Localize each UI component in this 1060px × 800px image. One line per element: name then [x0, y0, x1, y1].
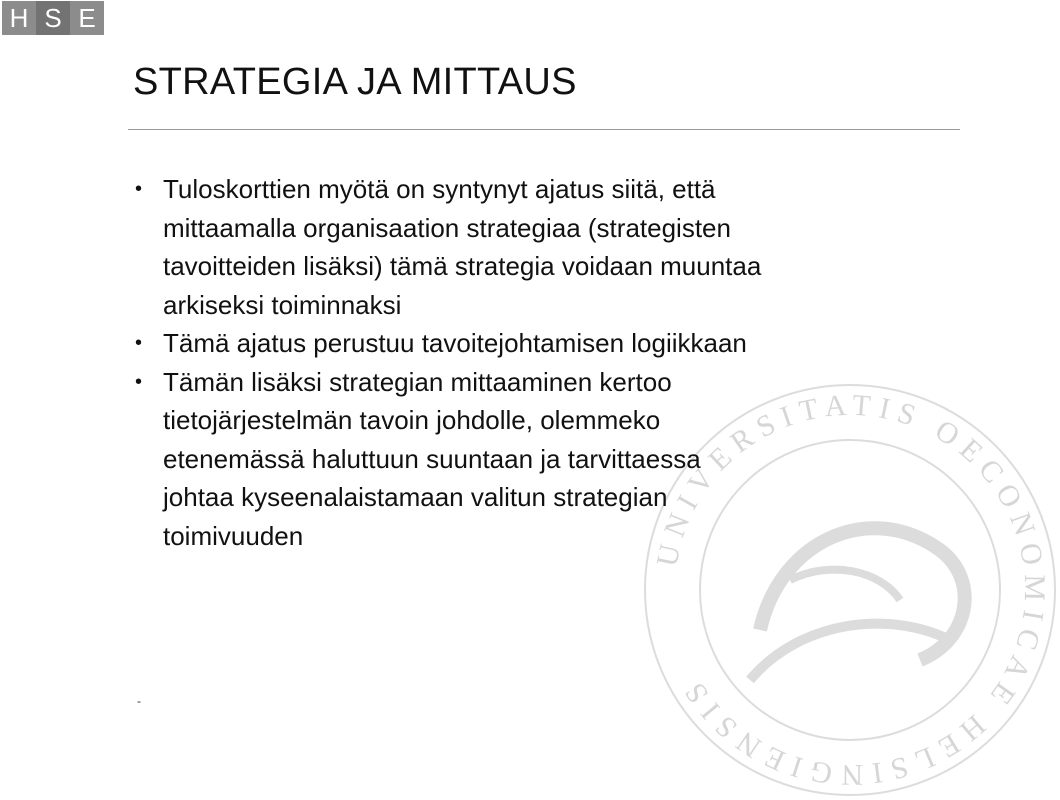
bullet-line: etenemässä haluttuun suuntaan ja tarvittaessa [163, 443, 701, 474]
logo-letter-h: H [2, 1, 36, 35]
bullet-line: Tämän lisäksi strategian mittaaminen kertoo [163, 366, 672, 397]
bullet-dot: • [135, 370, 143, 393]
bullet-line: mittaamalla organisaation strategiaa (strategisten [163, 212, 731, 243]
bullet-line: Tuloskorttien myötä on syntynyt ajatus siitä, että [163, 174, 716, 204]
logo-letter-s: S [36, 1, 70, 35]
bullet-item [133, 363, 853, 556]
seal-text: UNIVERSITATIS OECONOMICAE HELSINGIENSIS [650, 388, 1052, 792]
bullet-dot: • [135, 332, 143, 354]
bullet-line: tietojärjestelmän tavoin johdolle, olemmeko [163, 405, 661, 435]
bullet-item [133, 170, 853, 324]
bullet-line: toimivuuden [163, 520, 304, 551]
bullet-list [133, 170, 853, 555]
bullet-item [133, 324, 853, 363]
bullet-line: johtaa kyseenalaistamaan valitun strategian [163, 482, 668, 512]
logo-letter-e: E [70, 1, 104, 35]
hse-logo [2, 1, 104, 35]
bullet-dot: • [135, 178, 143, 200]
bullet-line: arkiseksi toiminnaksi [163, 289, 402, 320]
bullet-line: Tämä ajatus perustuu tavoitejohtamisen logiikkaan [163, 328, 747, 358]
slide-title: STRATEGIA JA MITTAUS [133, 61, 577, 103]
title-divider [128, 129, 960, 130]
footer-mark: - [137, 694, 141, 708]
bullet-line: tavoitteiden lisäksi) tämä strategia voidaan muuntaa [163, 251, 762, 281]
